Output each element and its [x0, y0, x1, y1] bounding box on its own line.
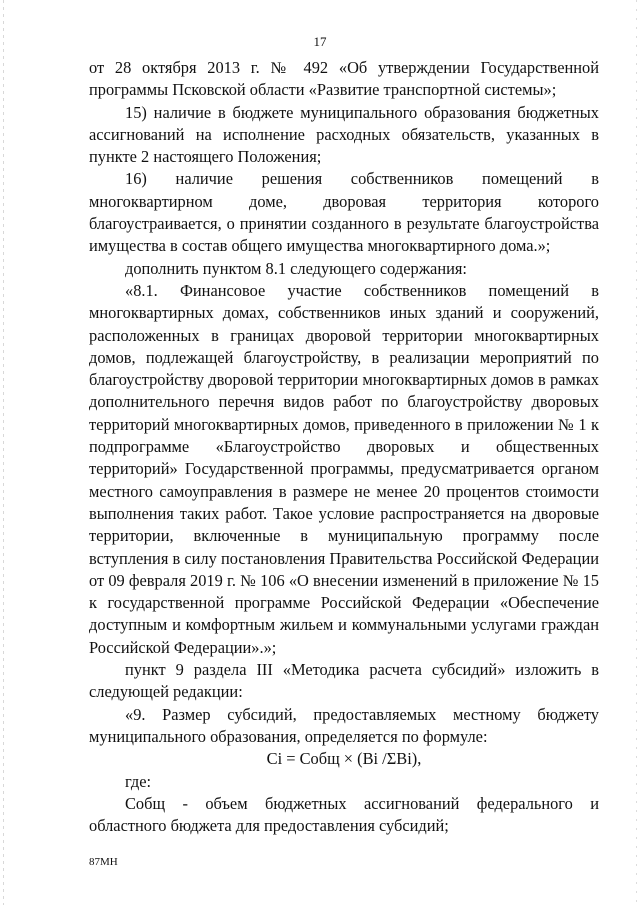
- scan-edge-left: [3, 0, 4, 905]
- scan-edge-right: [636, 0, 637, 905]
- page-number: 17: [313, 34, 327, 49]
- footer-document-code: 87МН: [89, 856, 118, 868]
- paragraph-item-15: 15) наличие в бюджете муниципального образования бюджетных ассигнований на исполнение расходных обязательств, указанных в пункте 2 настоящего Положения;: [89, 102, 599, 167]
- paragraph-clause-9-intro: пункт 9 раздела III «Методика расчета субсидий» изложить в следующей редакции:: [89, 660, 599, 702]
- paragraph-item-16: 16) наличие решения собственников помещений в многоквартирном доме, дворовая территория которого благоустраивается, о принятии созданного в результате благоустройства имущества в состав общего имущества многоквартирного дома.»;: [89, 169, 599, 256]
- paragraph-cobsch-definition: Cобщ - объем бюджетных ассигнований федерального и областного бюджета для предоставления субсидий;: [89, 793, 599, 836]
- paragraph-where: где:: [125, 771, 152, 791]
- document-body: [89, 57, 599, 837]
- paragraph-clause-8-1: «8.1. Финансовое участие собственников помещений в многоквартирных домах, собственников иных зданий и сооружений, расположенных в границах дворовой территории многоквартирных домов, подлежащей благоустройству, в реализации мероприятий по благоустройству дворовой территории многоквартирных домов в рамках дополнительного перечня видов работ по благоустройству дворовых территорий многоквартирных домов, приведенного в приложении № 1 к подпрограмме «Благоустройство дворовых и общественных территорий» Государственной программы, предусматривается органом местного самоуправления в размере не менее 20 процентов стоимости выполнения таких работ. Такое условие распространяется на дворовые территории, включенные в муниципальную программу после вступления в силу постановления Правительства Российской Федерации от 09 февраля 2019 г. № 106 «О внесении изменений в приложение № 15 к государственной программе Российской Федерации «Обеспечение доступным и комфортным жильем и коммунальными услугами граждан Российской Федерации».»;: [89, 280, 599, 657]
- paragraph-add-8-1: дополнить пунктом 8.1 следующего содержания:: [125, 258, 467, 278]
- paragraph-program-reference: от 28 октября 2013 г. № 492 «Об утверждении Государственной программы Псковской области «Развитие транспортной системы»;: [89, 58, 599, 100]
- paragraph-clause-9: «9. Размер субсидий, предоставляемых местному бюджету муниципального образования, определяется по формуле:: [89, 704, 599, 746]
- subsidy-formula: Ci = Cобщ × (Bi /ΣBi),: [266, 749, 422, 769]
